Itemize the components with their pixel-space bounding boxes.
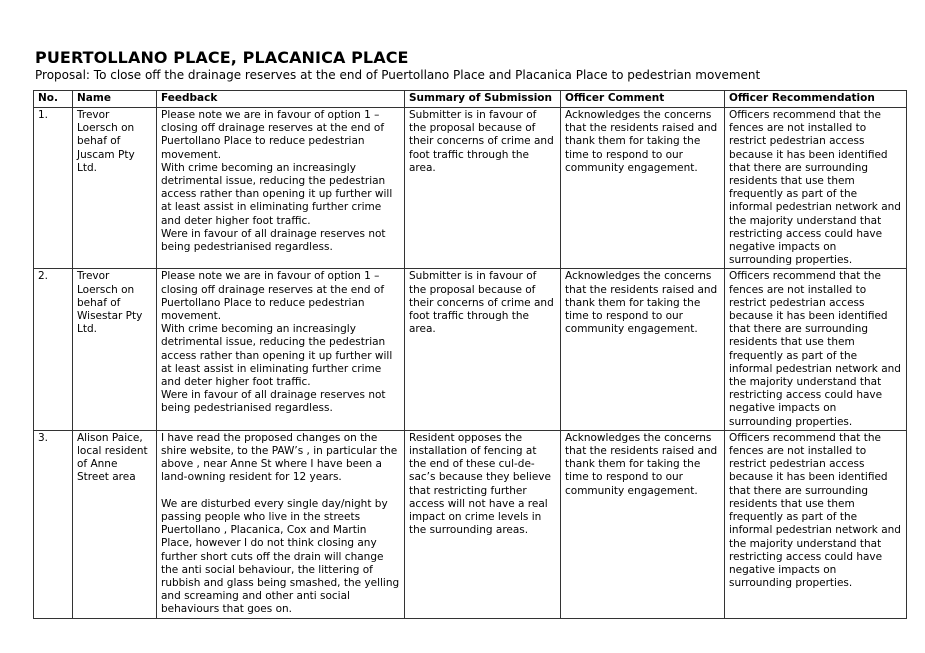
table-header-row	[34, 91, 907, 108]
paragraph-gap	[161, 485, 400, 498]
feedback-paragraph: Please note we are in favour of option 1 – closing off drainage reserves at the end of Puertollano Place to reduce pedestrian movement.	[161, 270, 385, 323]
feedback-paragraph: Were in favour of all drainage reserves not being pedestrianised regardless.	[161, 389, 386, 415]
proposal-subtitle: Proposal: To close off the drainage reserves at the end of Puertollano Place and Placanica Place to pedestrian movement	[35, 68, 761, 82]
header-officer-comment: Officer Comment	[561, 91, 725, 108]
feedback-paragraph: With crime becoming an increasingly detrimental issue, reducing the pedestrian access rather than opening it up further will at least assist in eliminating further crime and deter higher foot traffic.	[161, 161, 393, 227]
cell-officer-comment: Acknowledges the concerns that the residents raised and thank them for taking the time to respond to our community engagement.	[561, 430, 725, 618]
cell-name: Alison Paice, local resident of Anne Street area	[73, 430, 157, 618]
table-row	[34, 108, 907, 269]
cell-summary: Submitter is in favour of the proposal because of their concerns of crime and foot traffic through the area.	[405, 269, 561, 430]
header-no: No.	[34, 91, 73, 108]
cell-summary: Submitter is in favour of the proposal because of their concerns of crime and foot traffic through the area.	[405, 108, 561, 269]
header-name: Name	[73, 91, 157, 108]
table-row	[34, 430, 907, 618]
feedback-paragraph: I have read the proposed changes on the shire website, to the PAW’s , in particular the above , near Anne St where I have been a land-owning resident for 12 years.	[161, 431, 398, 484]
submissions-table	[33, 90, 907, 619]
cell-feedback	[157, 430, 405, 618]
header-summary: Summary of Submission	[405, 91, 561, 108]
cell-name: Trevor Loersch on behaf of Juscam Pty Ltd.	[73, 108, 157, 269]
feedback-paragraph: Were in favour of all drainage reserves not being pedestrianised regardless.	[161, 227, 386, 254]
cell-officer-recommendation: Officers recommend that the fences are not installed to restrict pedestrian access because it has been identified that there are surrounding residents that use them frequently as part of the informal pedestrian network and the majority understand that restricting access could have negative impacts on surrounding properties.	[725, 269, 907, 430]
cell-feedback	[157, 108, 405, 269]
feedback-paragraph: Please note we are in favour of option 1 – closing off drainage reserves at the end of Puertollano Place to reduce pedestrian movement.	[161, 109, 385, 161]
header-officer-recommendation: Officer Recommendation	[725, 91, 907, 108]
cell-no: 2.	[34, 269, 73, 430]
cell-officer-comment: Acknowledges the concerns that the residents raised and thank them for taking the time to respond to our community engagement.	[561, 269, 725, 430]
cell-summary: Resident opposes the installation of fencing at the end of these cul-de-sac’s because they believe that restricting further access will not have a real impact on crime levels in the surrounding areas.	[405, 430, 561, 618]
cell-name: Trevor Loersch on behaf of Wisestar Pty Ltd.	[73, 269, 157, 430]
document-title: PUERTOLLANO PLACE, PLACANICA PLACE	[35, 48, 409, 67]
table-row	[34, 269, 907, 430]
feedback-paragraph: We are disturbed every single day/night by passing people who live in the streets Puertollano , Placanica, Cox and Martin Place, however I do not think closing any further short cuts off the drain will change the anti social behaviour, the littering of rubbish and glass being smashed, the yelling and screaming and other anti social behaviours that goes on.	[161, 497, 400, 616]
cell-officer-recommendation: Officers recommend that the fences are not installed to restrict pedestrian access because it has been identified that there are surrounding residents that use them frequently as part of the informal pedestrian network and the majority understand that restricting access could have negative impacts on surrounding properties.	[725, 430, 907, 618]
cell-officer-recommendation: Officers recommend that the fences are not installed to restrict pedestrian access because it has been identified that there are surrounding residents that use them frequently as part of the informal pedestrian network and the majority understand that restricting access could have negative impacts on surrounding properties.	[725, 108, 907, 269]
cell-officer-comment: Acknowledges the concerns that the residents raised and thank them for taking the time to respond to our community engagement.	[561, 108, 725, 269]
header-feedback: Feedback	[157, 91, 405, 108]
cell-no: 3.	[34, 430, 73, 618]
feedback-paragraph: With crime becoming an increasingly detrimental issue, reducing the pedestrian access rather than opening it up further will at least assist in eliminating further crime and deter higher foot traffic.	[161, 323, 393, 389]
cell-feedback	[157, 269, 405, 430]
cell-no: 1.	[34, 108, 73, 269]
